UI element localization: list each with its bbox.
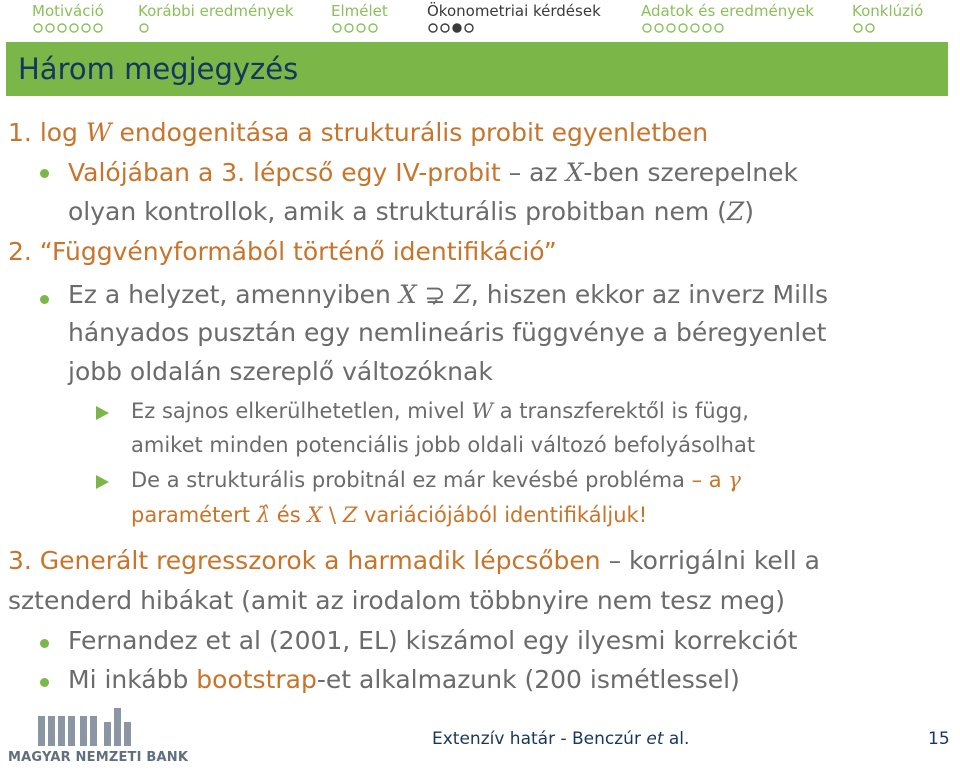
triangle-bullet-icon (96, 475, 109, 489)
sub-bullet-1-line-2 (131, 433, 755, 457)
nav-dot[interactable] (854, 24, 862, 32)
nav-dot[interactable] (140, 24, 148, 32)
item-1-W: W (85, 118, 112, 147)
bootstrap-link[interactable]: bootstrap (196, 665, 317, 694)
nav-dots-konkluzio[interactable] (852, 22, 878, 36)
sub-bullet-1-text-b: a transzferektől is függ, (493, 399, 749, 423)
mnb-logo-text: MAGYAR NEMZETI BANK (8, 750, 189, 765)
footer-title-text-b: al. (663, 729, 690, 749)
sub-bullet-2-es: és (270, 503, 308, 527)
bullet-dot-icon (40, 295, 49, 304)
bullet-4 (68, 665, 740, 694)
slide-title-bar (6, 42, 948, 96)
nav-dots-okonometriai-kerdesek[interactable] (427, 22, 477, 36)
nav-dot[interactable] (715, 24, 723, 32)
item-2-text: 2. “Függvényformából történő identifikáció” (8, 237, 557, 266)
item-3-orange-text: 3. Generált regresszorok a harmadik lépcsőben (8, 546, 601, 575)
bullet-2-text-a: Ez a helyzet, amennyiben (68, 280, 399, 309)
sub-bullet-2-dash: – (684, 468, 709, 492)
item-1-log: log (39, 118, 78, 147)
bullet-4-text-b: -et alkalmazunk (200 ismétlessel) (316, 665, 740, 694)
sub-bullet-2-line-2-text-c: variációjából identifikáljuk! (357, 503, 648, 527)
sub-bullet-2-line-2-text-a: paramétert (131, 503, 257, 527)
bullet-3-text: Fernandez et al (2001, EL) kiszámol egy ilyesmi korrekciót (68, 626, 798, 655)
nav-dot[interactable] (667, 24, 675, 32)
sub-bullet-1-line-2-text: amiket minden potenciális jobb oldali változó befolyásolhat (131, 433, 756, 457)
item-1 (8, 118, 708, 147)
bullet-2-line-3 (68, 357, 493, 386)
nav-dot[interactable] (357, 24, 365, 32)
triangle-bullet-icon (96, 406, 109, 420)
nav-dot[interactable] (691, 24, 699, 32)
sub-bullet-2-X: X (307, 503, 323, 527)
sub-bullet-1-text-a: Ez sajnos elkerülhetetlen, mivel (131, 399, 472, 423)
sub-bullet-1-W: W (471, 399, 494, 423)
sub-bullet-2-gamma: γ (728, 468, 741, 492)
footer-title (432, 729, 689, 749)
bullet-1-line-2-text: olyan kontrollok, amik a strukturális probitban nem ( (68, 197, 727, 226)
bullet-2-line-1 (68, 280, 828, 309)
sub-bullet-2-setminus: \ (322, 503, 343, 527)
bullet-dot-icon (40, 678, 49, 687)
nav-dot[interactable] (703, 24, 711, 32)
nav-section-adatok-es-eredmenyek[interactable]: Adatok és eredmények (641, 2, 814, 20)
nav-dot[interactable] (94, 24, 102, 32)
item-2 (8, 237, 557, 266)
nav-dots-motivacio[interactable] (32, 22, 106, 36)
nav-section-elmelet[interactable]: Elmélet (331, 2, 388, 20)
sub-bullet-1-line-1 (131, 399, 749, 423)
footer-title-text-a: Extenzív határ - Benczúr (432, 729, 647, 749)
bullet-dot-icon (40, 639, 49, 648)
nav-dot[interactable] (58, 24, 66, 32)
sub-bullet-2-text-b: a (708, 468, 729, 492)
section-navigation (0, 0, 960, 44)
mnb-logo-icon (38, 708, 138, 748)
nav-dot[interactable] (34, 24, 42, 32)
item-1-text: endogenitása a strukturális probit egyenletben (111, 118, 709, 147)
nav-dot[interactable] (345, 24, 353, 32)
sub-bullet-2-lambda-hat: λ̂ (256, 503, 271, 527)
bullet-2-line-3-text: jobb oldalán szereplő változóknak (68, 357, 493, 386)
bullet-1-X: X (565, 158, 584, 187)
page-number: 15 (928, 729, 950, 749)
bullet-1-dash: – az (500, 158, 566, 187)
item-3-line-1 (8, 546, 820, 575)
nav-section-motivacio[interactable]: Motiváció (32, 2, 104, 20)
nav-dot[interactable] (679, 24, 687, 32)
nav-dot[interactable] (369, 24, 377, 32)
bullet-2-text-b: , hiszen ekkor az inverz Mills (470, 280, 828, 309)
nav-dot[interactable] (429, 24, 437, 32)
slide-title: Három megjegyzés (18, 52, 299, 86)
nav-dots-korabbi-eredmenyek[interactable] (138, 22, 152, 36)
bullet-1-Z: Z (726, 197, 745, 226)
nav-dot[interactable] (465, 24, 473, 32)
nav-section-konkluzio[interactable]: Konklúzió (852, 2, 924, 20)
bullet-4-text-a: Mi inkább (68, 665, 197, 694)
nav-dots-adatok-es-eredmenyek[interactable] (641, 22, 727, 36)
nav-dot[interactable] (333, 24, 341, 32)
bullet-2-Z: Z (453, 280, 471, 309)
nav-dot[interactable] (655, 24, 663, 32)
bullet-1-orange-text: Valójában a 3. lépcső egy IV-probit (68, 158, 501, 187)
footer-title-et: et (646, 729, 664, 749)
bullet-1-line-2 (68, 197, 754, 226)
nav-dot[interactable] (441, 24, 449, 32)
bullet-3 (68, 626, 797, 655)
nav-section-okonometriai-kerdesek[interactable]: Ökonometriai kérdések (427, 2, 601, 20)
bullet-2-X: X (398, 280, 417, 309)
nav-dot[interactable] (46, 24, 54, 32)
nav-dot[interactable] (70, 24, 78, 32)
item-3-text: – korrigálni kell a (600, 546, 820, 575)
bullet-dot-icon (40, 169, 49, 178)
bullet-2-line-2-text: hányados pusztán egy nemlineáris függvénye a béregyenlet (68, 318, 827, 347)
sub-bullet-2-text-a: De a strukturális probitnál ez már kevésbé probléma (131, 468, 685, 492)
bullet-1-line-1 (68, 158, 798, 187)
bullet-1-text: -ben szerepelnek (583, 158, 798, 187)
nav-section-korabbi-eredmenyek[interactable]: Korábbi eredmények (138, 2, 294, 20)
sub-bullet-2-line-1 (131, 468, 741, 492)
nav-dot[interactable] (82, 24, 90, 32)
bullet-2-line-2 (68, 318, 826, 347)
bullet-2-superset-symbol: ⊋ (424, 280, 446, 309)
item-1-number: 1. (8, 118, 32, 147)
nav-dot[interactable] (453, 24, 461, 32)
nav-dot[interactable] (643, 24, 651, 32)
nav-dots-elmelet[interactable] (331, 22, 381, 36)
item-3-line-2 (8, 586, 785, 615)
bullet-1-close-paren: ) (744, 197, 755, 226)
sub-bullet-2-Z: Z (342, 503, 358, 527)
sub-bullet-2-line-2 (131, 503, 647, 527)
nav-dot[interactable] (866, 24, 874, 32)
item-3-line-2-text: sztenderd hibákat (amit az irodalom többnyire nem tesz meg) (8, 586, 786, 615)
